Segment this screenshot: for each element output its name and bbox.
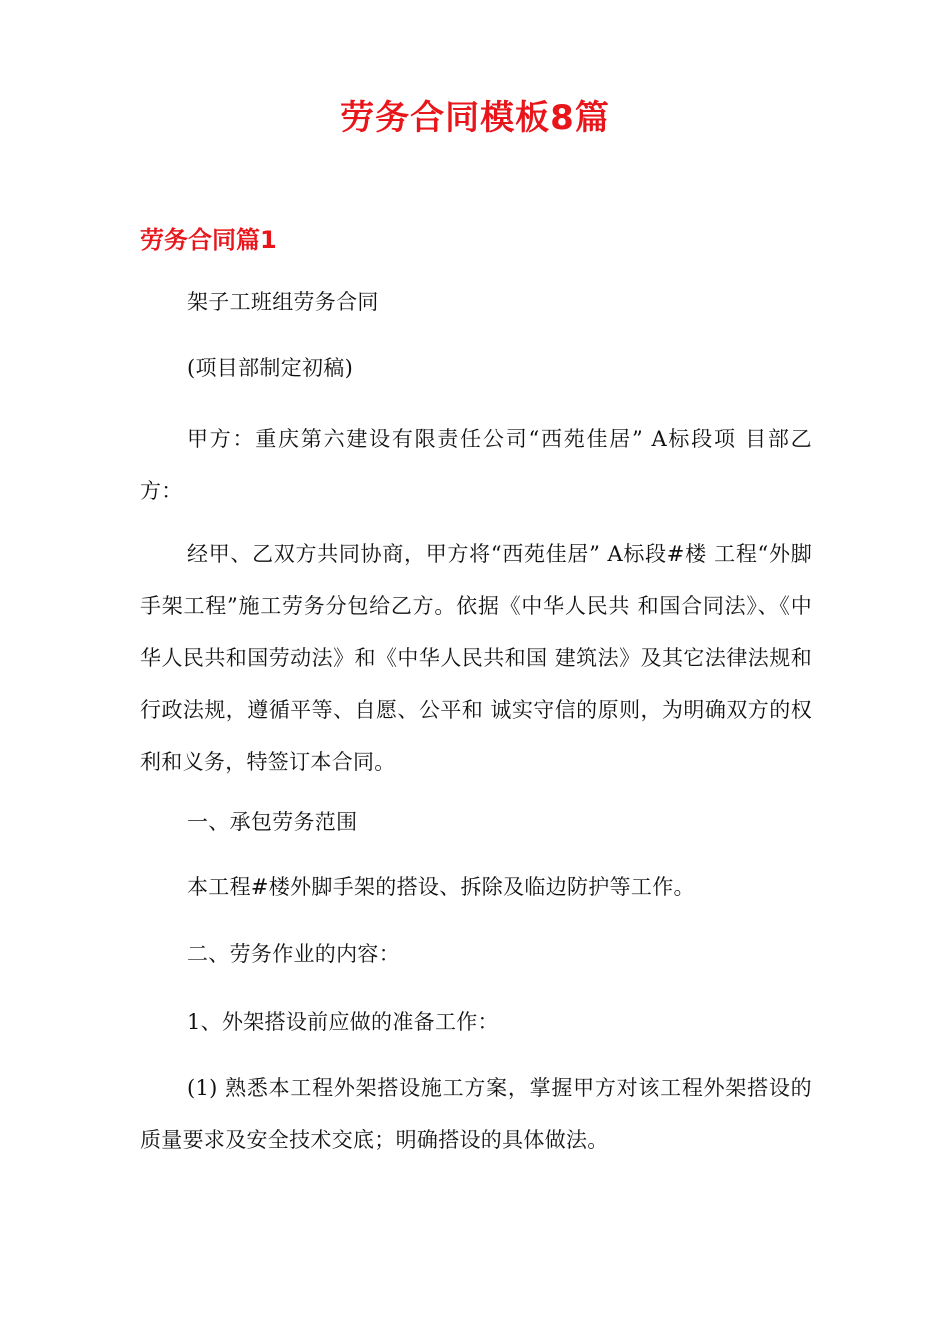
paragraph-scope-detail: 本工程#楼外脚手架的搭设、拆除及临边防护等工作。 [187,875,695,899]
section-title: 劳务合同篇1 [140,226,277,254]
paragraph-parties: 甲方：重庆第六建设有限责任公司“西苑佳居” A标段项 目部乙方： [140,427,812,503]
document-title: 劳务合同模板8篇 [340,98,610,138]
paragraph-heading-scope: 一、承包劳务范围 [187,810,358,834]
paragraph-heading-content: 二、劳务作业的内容： [187,942,400,966]
paragraph-item-1: (1) 熟悉本工程外架搭设施工方案，掌握甲方对该工程外架搭设的质量要求及安全技术交底；明确搭设的具体做法。 [140,1076,812,1152]
paragraph-contract-name: 架子工班组劳务合同 [187,290,379,314]
paragraph-preamble: 经甲、乙双方共同协商，甲方将“西苑佳居” A标段#楼 工程“外脚手架工程”施工劳务分包给乙方。依据《中华人民共 和国合同法》、《中华人民共和国劳动法》和《中华人民共和国 建筑法》及其它法律法规和行政法规，遵循平等、自愿、公平和 诚实守信的原则，为明确双方的权利和义务，特签订本合同。 [140,542,812,774]
paragraph-draft-note: (项目部制定初稿) [187,356,354,380]
paragraph-preparation: 1、外架搭设前应做的准备工作： [187,1010,499,1034]
